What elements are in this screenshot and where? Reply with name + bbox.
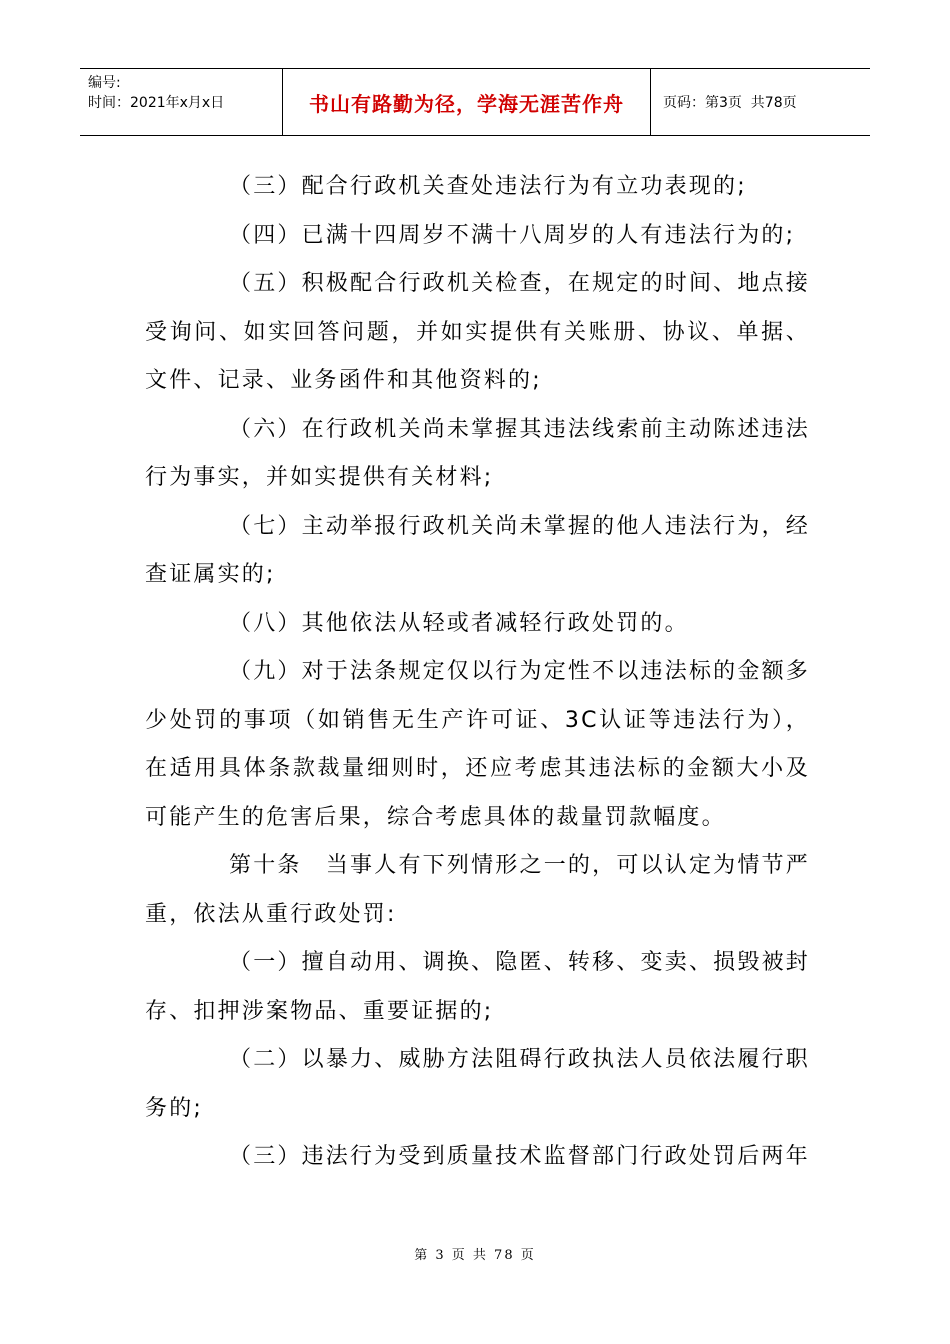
paragraph: （五）积极配合行政机关检查，在规定的时间、地点接受询问、如实回答问题，并如实提供有关账册、协议、单据、文件、记录、业务函件和其他资料的; xyxy=(145,271,810,393)
page-header xyxy=(80,68,870,136)
header-page-info xyxy=(651,69,870,135)
paragraph: （四）已满十四周岁不满十八周岁的人有违法行为的; xyxy=(229,222,796,248)
paragraph: （九）对于法条规定仅以行为定性不以违法标的金额多少处罚的事项（如销售无生产许可证、3C认证等违法行为），在适用具体条款裁量细则时，还应考虑其违法标的金额大小及可能产生的危害后果，综合考虑具体的裁量罚款幅度。 xyxy=(145,659,810,830)
document-body xyxy=(145,163,810,1182)
header-meta xyxy=(80,69,282,135)
paragraph: （八）其他依法从轻或者减轻行政处罚的。 xyxy=(229,610,689,636)
header-motto: 书山有路勤为径，学海无涯苦作舟 xyxy=(282,69,651,135)
number-label: 编号: xyxy=(88,75,121,91)
paragraph: （二）以暴力、威胁方法阻碍行政执法人员依法履行职务的; xyxy=(145,1047,810,1121)
paragraph: （三）违法行为受到质量技术监督部门行政处罚后两年 xyxy=(229,1144,810,1169)
page-footer: 第 3 页 共 78 页 xyxy=(414,1248,536,1263)
paragraph: （一）擅自动用、调换、隐匿、转移、变卖、损毁被封存、扣押涉案物品、重要证据的; xyxy=(145,950,810,1024)
paragraph: 第十条 当事人有下列情形之一的，可以认定为情节严重，依法从重行政处罚: xyxy=(145,853,810,927)
paragraph: （三）配合行政机关查处违法行为有立功表现的; xyxy=(229,174,747,199)
paragraph: （七）主动举报行政机关尚未掌握的他人违法行为，经查证属实的; xyxy=(145,513,810,587)
paragraph: （六）在行政机关尚未掌握其违法线索前主动陈述违法行为事实，并如实提供有关材料; xyxy=(145,416,810,490)
time-label: 时间：2021年x月x日 xyxy=(88,95,225,111)
page-info-text: 页码：第3页 共78页 xyxy=(663,95,797,111)
